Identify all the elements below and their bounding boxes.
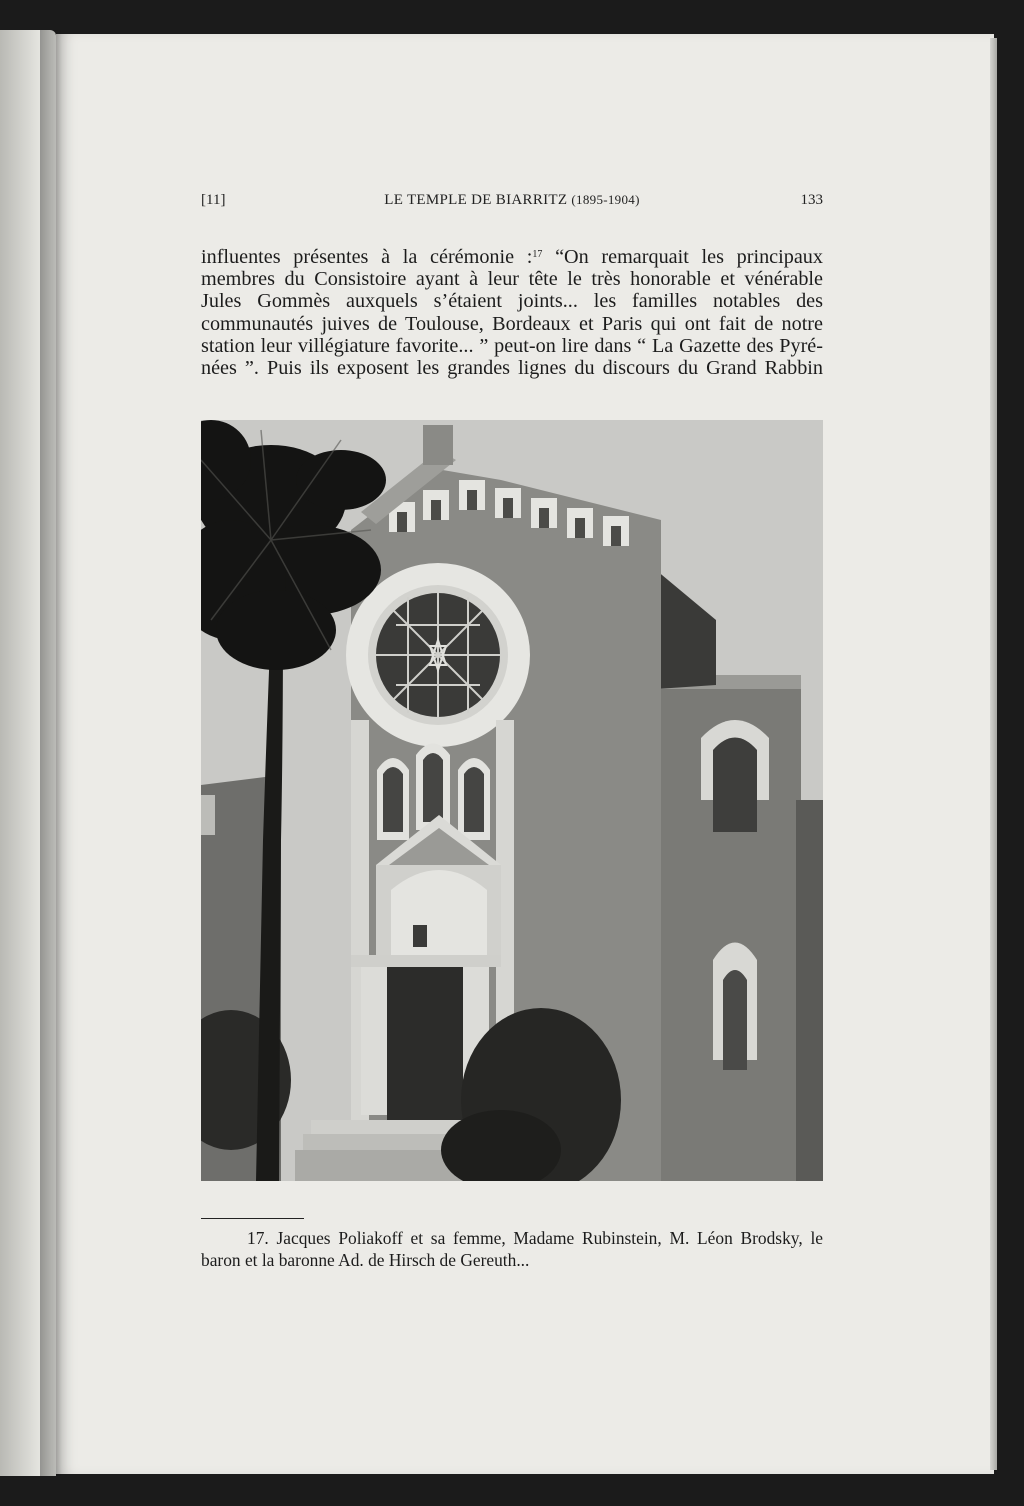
footnote xyxy=(201,1227,823,1271)
footnote-ref: 17 xyxy=(532,249,543,260)
page-edge xyxy=(990,38,997,1470)
page-number: 133 xyxy=(800,192,823,208)
footnote-line: 17. Jacques Poliakoff et sa femme, Madame Rubinstein, M. Léon Brodsky, le xyxy=(247,1228,823,1248)
running-header xyxy=(201,192,823,216)
text-line: Jules Gommès auxquels s’étaient joints... les familles notables des xyxy=(201,290,823,313)
text-line: membres du Consistoire ayant à leur tête le très honorable et vénérable xyxy=(201,268,823,291)
body-paragraph xyxy=(201,246,823,379)
running-title-main: LE TEMPLE DE BIARRITZ xyxy=(384,192,568,208)
text-line: nées ”. Puis ils exposent les grandes lignes du discours du Grand Rabbin xyxy=(201,357,823,380)
text-line: influentes présentes à la cérémonie :$^{17}$ “On remarquait les principaux xyxy=(201,246,823,268)
text-line: station leur villégiature favorite... ” peut-on lire dans “ La Gazette des Pyré- xyxy=(201,334,823,357)
footnote-line: baron et la baronne Ad. de Hirsch de Gereuth... xyxy=(201,1250,530,1270)
synagogue-photograph xyxy=(201,420,823,1181)
running-title-years: (1895-1904) xyxy=(571,192,640,207)
running-title xyxy=(201,192,823,209)
text-line: communautés juives de Toulouse, Bordeaux et Paris qui ont fait de notre xyxy=(201,312,823,335)
page-marker: [11] xyxy=(201,192,226,208)
gutter-shadow xyxy=(40,30,62,1476)
footnote-rule xyxy=(201,1218,304,1219)
